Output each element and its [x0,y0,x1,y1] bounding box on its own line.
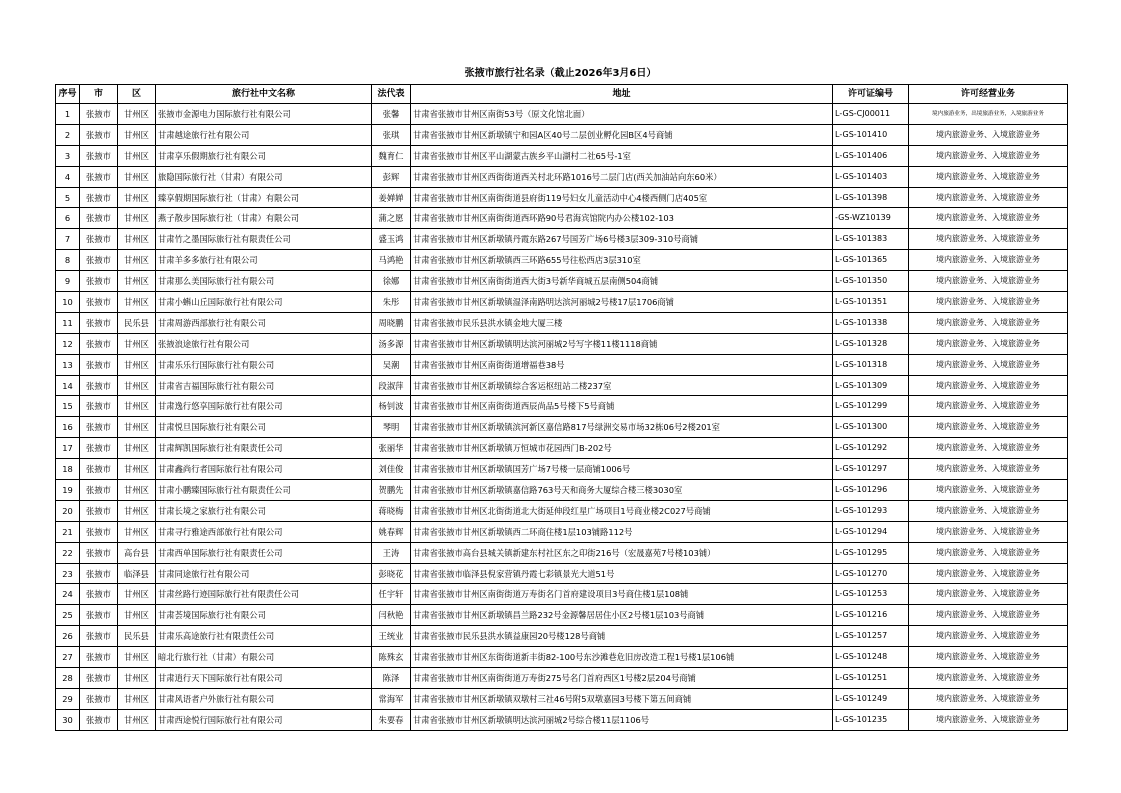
cell-agency-name: 甘肃乐乐行国际旅行社有限公司 [156,354,372,375]
cell-legal-rep: 张琪 [372,124,411,145]
cell-agency-name: 甘肃竹之墨国际旅行社有限责任公司 [156,229,372,250]
cell-agency-name: 甘肃逸行悠享国际旅行社有限公司 [156,396,372,417]
table-row [56,605,1068,626]
cell-no: 27 [56,647,80,668]
cell-no: 3 [56,145,80,166]
cell-city: 张掖市 [80,104,118,125]
cell-legal-rep: 贺鹏先 [372,480,411,501]
cell-legal-rep: 徐娜 [372,271,411,292]
cell-district: 甘州区 [118,459,156,480]
cell-legal-rep: 马鸿艳 [372,250,411,271]
cell-no: 11 [56,312,80,333]
cell-no: 30 [56,709,80,730]
cell-legal-rep: 张馨 [372,104,411,125]
cell-license-no: L-GS-101383 [833,229,909,250]
cell-business-scope: 境内旅游业务、入境旅游业务 [909,271,1068,292]
cell-legal-rep: 蒲之愿 [372,208,411,229]
document-title: 张掖市旅行社名录（截止2026年3月6日） [464,68,657,79]
cell-legal-rep: 陈泽 [372,668,411,689]
cell-city: 张掖市 [80,542,118,563]
cell-legal-rep: 常海军 [372,688,411,709]
cell-agency-name: 甘肃西途悦行国际旅行社有限公司 [156,709,372,730]
cell-agency-name: 甘肃同途旅行社有限公司 [156,563,372,584]
cell-legal-rep: 蒋晓梅 [372,500,411,521]
cell-city: 张掖市 [80,459,118,480]
cell-license-no: L-GS-101293 [833,500,909,521]
cell-business-scope: 境内旅游业务、入境旅游业务 [909,229,1068,250]
table-row [56,250,1068,271]
cell-address: 甘肃省张掖市甘州区新墩镇宁和园A区40号二层创业孵化园B区4号商铺 [411,124,833,145]
header-business: 许可经营业务 [909,85,1068,104]
cell-license-no: L-GS-101318 [833,354,909,375]
cell-license-no: L-GS-101249 [833,688,909,709]
cell-district: 甘州区 [118,480,156,501]
cell-address: 甘肃省张掖市甘州区平山湖蒙古族乡平山湖村二社65号-1室 [411,145,833,166]
cell-city: 张掖市 [80,229,118,250]
cell-address: 甘肃省张掖市甘州区西街街道西关村北环路1016号二层门店(西关加油站向东60米） [411,166,833,187]
cell-no: 9 [56,271,80,292]
cell-district: 甘州区 [118,396,156,417]
cell-no: 29 [56,688,80,709]
cell-license-no: L-GS-101251 [833,668,909,689]
cell-city: 张掖市 [80,605,118,626]
cell-legal-rep: 盛玉鸿 [372,229,411,250]
header-rep: 法代表 [372,85,411,104]
cell-district: 甘州区 [118,438,156,459]
cell-district: 甘州区 [118,417,156,438]
cell-city: 张掖市 [80,250,118,271]
cell-license-no: L-GS-101406 [833,145,909,166]
cell-address: 甘肃省张掖市民乐县洪水镇益康园20号楼128号商铺 [411,626,833,647]
cell-no: 19 [56,480,80,501]
cell-district: 民乐县 [118,626,156,647]
cell-address: 甘肃省张掖市甘州区新墩镇湿泽南路明达滨河丽城2号楼17层1706商铺 [411,292,833,313]
table-row [56,166,1068,187]
cell-business-scope: 境内旅游业务、入境旅游业务 [909,312,1068,333]
cell-legal-rep: 朱彤 [372,292,411,313]
cell-legal-rep: 王涛 [372,542,411,563]
cell-district: 临泽县 [118,563,156,584]
table-row [56,354,1068,375]
cell-district: 甘州区 [118,709,156,730]
cell-business-scope: 境内旅游业务、入境旅游业务 [909,605,1068,626]
cell-district: 甘州区 [118,229,156,250]
table-row [56,688,1068,709]
cell-address: 甘肃省张掖市甘州区南街53号（原文化馆北面） [411,104,833,125]
cell-district: 高台县 [118,542,156,563]
cell-no: 8 [56,250,80,271]
cell-address: 甘肃省张掖市甘州区南街街道万寿街名门首府建设项目3号商住楼1层108铺 [411,584,833,605]
table-row [56,709,1068,730]
header-city: 市 [80,85,118,104]
cell-business-scope: 境内旅游业务、入境旅游业务 [909,563,1068,584]
cell-district: 甘州区 [118,375,156,396]
table-row [56,292,1068,313]
cell-agency-name: 甘肃悦旦国际旅行社有限公司 [156,417,372,438]
cell-agency-name: 甘肃小鹏臻国际旅行社有限责任公司 [156,480,372,501]
cell-license-no: L-GS-101248 [833,647,909,668]
table-row [56,417,1068,438]
cell-no: 6 [56,208,80,229]
cell-business-scope: 境内旅游业务、入境旅游业务 [909,124,1068,145]
cell-business-scope: 境内旅游业务、入境旅游业务 [909,500,1068,521]
cell-address: 甘肃省张掖市甘州区新墩镇西二环商住楼1层103铺路112号 [411,521,833,542]
cell-legal-rep: 任宇轩 [372,584,411,605]
cell-agency-name: 甘肃西单国际旅行社有限责任公司 [156,542,372,563]
cell-license-no: -GS-WZ10139 [833,208,909,229]
cell-city: 张掖市 [80,187,118,208]
cell-no: 4 [56,166,80,187]
table-row [56,542,1068,563]
cell-address: 甘肃省张掖市甘州区新墩镇明达滨河丽城2号写字楼11楼1118商铺 [411,333,833,354]
cell-district: 甘州区 [118,292,156,313]
cell-agency-name: 燕子散步国际旅行社（甘肃）有限公司 [156,208,372,229]
cell-district: 甘州区 [118,605,156,626]
table-row [56,626,1068,647]
cell-district: 甘州区 [118,104,156,125]
cell-district: 甘州区 [118,668,156,689]
cell-business-scope: 境内旅游业务、入境旅游业务 [909,542,1068,563]
cell-no: 20 [56,500,80,521]
cell-business-scope: 境内旅游业务、入境旅游业务 [909,354,1068,375]
header-row [56,85,1068,104]
cell-agency-name: 甘肃荟境国际旅行社有限公司 [156,605,372,626]
cell-business-scope: 境内旅游业务、入境旅游业务 [909,250,1068,271]
cell-city: 张掖市 [80,271,118,292]
cell-license-no: L-GS-CJ00011 [833,104,909,125]
cell-license-no: L-GS-101328 [833,333,909,354]
cell-district: 甘州区 [118,500,156,521]
cell-legal-rep: 段淑萍 [372,375,411,396]
cell-legal-rep: 姚春辉 [372,521,411,542]
cell-city: 张掖市 [80,354,118,375]
cell-license-no: L-GS-101300 [833,417,909,438]
cell-business-scope: 境内旅游业务、入境旅游业务 [909,333,1068,354]
cell-address: 甘肃省张掖市甘州区新墩镇丹霞东路267号国芳广场6号楼3层309-310号商铺 [411,229,833,250]
cell-district: 甘州区 [118,647,156,668]
cell-license-no: L-GS-101216 [833,605,909,626]
cell-address: 甘肃省张掖市甘州区新墩镇双墩村三社46号附5双墩嘉园3号楼下第五间商铺 [411,688,833,709]
cell-legal-rep: 周晓鹏 [372,312,411,333]
cell-license-no: L-GS-101309 [833,375,909,396]
cell-district: 甘州区 [118,166,156,187]
cell-no: 16 [56,417,80,438]
table-row [56,104,1068,125]
cell-city: 张掖市 [80,626,118,647]
cell-business-scope: 境内旅游业务、入境旅游业务 [909,417,1068,438]
cell-agency-name: 甘肃丝路行迹国际旅行社有限责任公司 [156,584,372,605]
travel-agency-table [55,84,1068,731]
cell-no: 12 [56,333,80,354]
cell-address: 甘肃省张掖市甘州区东街街道新丰街82-100号东沙滩巷危旧房改造工程1号楼1层106铺 [411,647,833,668]
cell-license-no: L-GS-101294 [833,521,909,542]
cell-address: 甘肃省张掖市甘州区新墩镇西三环路655号往松西店3层310室 [411,250,833,271]
cell-address: 甘肃省张掖市甘州区新墩镇滨河新区嘉信路817号绿洲交易市场32栋06号2楼201室 [411,417,833,438]
cell-no: 1 [56,104,80,125]
cell-district: 甘州区 [118,333,156,354]
cell-city: 张掖市 [80,375,118,396]
cell-agency-name: 甘肃越途旅行社有限公司 [156,124,372,145]
cell-license-no: L-GS-101270 [833,563,909,584]
cell-business-scope: 境内旅游业务、入境旅游业务 [909,187,1068,208]
cell-agency-name: 旅隐国际旅行社（甘肃）有限公司 [156,166,372,187]
cell-district: 甘州区 [118,208,156,229]
cell-license-no: L-GS-101410 [833,124,909,145]
cell-license-no: L-GS-101292 [833,438,909,459]
cell-agency-name: 甘肃风语者户外旅行社有限公司 [156,688,372,709]
cell-no: 17 [56,438,80,459]
cell-business-scope: 境内旅游业务、入境旅游业务 [909,208,1068,229]
cell-no: 25 [56,605,80,626]
cell-address: 甘肃省张掖市甘州区南街街道县府街119号妇女儿童活动中心4楼西侧门店405室 [411,187,833,208]
cell-address: 甘肃省张掖市甘州区南街街道万寿街275号名门首府西区1号楼2层204号商铺 [411,668,833,689]
cell-agency-name: 张掖市金源电力国际旅行社有限公司 [156,104,372,125]
cell-agency-name: 甘肃乐高途旅行社有限责任公司 [156,626,372,647]
cell-city: 张掖市 [80,292,118,313]
cell-agency-name: 臻享假期国际旅行社（甘肃）有限公司 [156,187,372,208]
cell-license-no: L-GS-101403 [833,166,909,187]
cell-district: 甘州区 [118,250,156,271]
cell-legal-rep: 魏育仁 [372,145,411,166]
table-row [56,500,1068,521]
cell-agency-name: 甘肃周游西部旅行社有限公司 [156,312,372,333]
cell-license-no: L-GS-101235 [833,709,909,730]
cell-district: 甘州区 [118,354,156,375]
table-row [56,124,1068,145]
cell-address: 甘肃省张掖市甘州区南街街道增福巷38号 [411,354,833,375]
header-address: 地址 [411,85,833,104]
cell-address: 甘肃省张掖市甘州区新墩镇万恒城市花园西门B-202号 [411,438,833,459]
cell-no: 21 [56,521,80,542]
cell-city: 张掖市 [80,208,118,229]
cell-no: 18 [56,459,80,480]
header-license: 许可证编号 [833,85,909,104]
cell-business-scope: 境内旅游业务、入境旅游业务 [909,521,1068,542]
cell-agency-name: 甘肃羊多多旅行社有限公司 [156,250,372,271]
cell-agency-name: 甘肃那么美国际旅行社有限公司 [156,271,372,292]
header-name: 旅行社中文名称 [156,85,372,104]
cell-address: 甘肃省张掖市甘州区新墩镇综合客运枢纽站二楼237室 [411,375,833,396]
cell-agency-name: 暗北行旅行社（甘肃）有限公司 [156,647,372,668]
cell-business-scope: 境内旅游业务、入境旅游业务 [909,375,1068,396]
cell-business-scope: 境内旅游业务、入境旅游业务 [909,438,1068,459]
cell-business-scope: 境内旅游业务，出境旅游业务，入境旅游业务 [909,104,1068,125]
cell-city: 张掖市 [80,521,118,542]
cell-license-no: L-GS-101398 [833,187,909,208]
cell-business-scope: 境内旅游业务、入境旅游业务 [909,668,1068,689]
cell-address: 甘肃省张掖市甘州区新墩镇昌兰路232号金源馨居居住小区2号楼1层103号商铺 [411,605,833,626]
cell-city: 张掖市 [80,124,118,145]
cell-no: 24 [56,584,80,605]
table-row [56,563,1068,584]
cell-legal-rep: 汤多源 [372,333,411,354]
cell-no: 15 [56,396,80,417]
cell-business-scope: 境内旅游业务、入境旅游业务 [909,292,1068,313]
cell-agency-name: 甘肃逍行天下国际旅行社有限公司 [156,668,372,689]
cell-legal-rep: 彭辉 [372,166,411,187]
cell-legal-rep: 陈殊玄 [372,647,411,668]
cell-no: 2 [56,124,80,145]
cell-no: 13 [56,354,80,375]
cell-no: 7 [56,229,80,250]
cell-legal-rep: 杨钊波 [372,396,411,417]
table-row [56,396,1068,417]
cell-district: 甘州区 [118,688,156,709]
cell-district: 甘州区 [118,271,156,292]
cell-city: 张掖市 [80,584,118,605]
cell-business-scope: 境内旅游业务、入境旅游业务 [909,688,1068,709]
cell-legal-rep: 琴明 [372,417,411,438]
cell-city: 张掖市 [80,500,118,521]
cell-no: 23 [56,563,80,584]
cell-address: 甘肃省张掖市临泽县倪家营镇丹霞七彩镇景光大道51号 [411,563,833,584]
cell-address: 甘肃省张掖市甘州区南街街道西环路90号君海宾馆院内办公楼102-103 [411,208,833,229]
cell-business-scope: 境内旅游业务、入境旅游业务 [909,709,1068,730]
cell-city: 张掖市 [80,145,118,166]
cell-agency-name: 甘肃鑫尚行者国际旅行社有限公司 [156,459,372,480]
cell-business-scope: 境内旅游业务、入境旅游业务 [909,480,1068,501]
cell-address: 甘肃省张掖市甘州区新墩镇嘉信路763号天和商务大厦综合楼三楼3030室 [411,480,833,501]
cell-district: 甘州区 [118,521,156,542]
cell-legal-rep: 刘佳俊 [372,459,411,480]
header-no: 序号 [56,85,80,104]
cell-agency-name: 张掖浪途旅行社有限公司 [156,333,372,354]
cell-agency-name: 甘肃寻行雅途西部旅行社有限公司 [156,521,372,542]
cell-business-scope: 境内旅游业务、入境旅游业务 [909,166,1068,187]
cell-no: 5 [56,187,80,208]
cell-district: 甘州区 [118,124,156,145]
cell-agency-name: 甘肃长境之家旅行社有限公司 [156,500,372,521]
table-row [56,438,1068,459]
cell-license-no: L-GS-101253 [833,584,909,605]
cell-no: 10 [56,292,80,313]
table-row [56,229,1068,250]
table-row [56,375,1068,396]
cell-city: 张掖市 [80,480,118,501]
cell-district: 甘州区 [118,145,156,166]
table-row [56,208,1068,229]
cell-address: 甘肃省张掖市甘州区新墩镇明达滨河丽城2号综合楼11层1106号 [411,709,833,730]
cell-address: 甘肃省张掖市甘州区南街街道西大街3号新华商城五层南侧504商铺 [411,271,833,292]
cell-district: 甘州区 [118,187,156,208]
cell-legal-rep: 姜婵婵 [372,187,411,208]
cell-address: 甘肃省张掖市甘州区北街街道北大街延伸段红星广场项目1号商业楼2C027号商铺 [411,500,833,521]
cell-business-scope: 境内旅游业务、入境旅游业务 [909,145,1068,166]
cell-agency-name: 甘肃辉凯国际旅行社有限责任公司 [156,438,372,459]
header-district: 区 [118,85,156,104]
cell-license-no: L-GS-101350 [833,271,909,292]
cell-license-no: L-GS-101297 [833,459,909,480]
cell-license-no: L-GS-101257 [833,626,909,647]
cell-city: 张掖市 [80,417,118,438]
cell-no: 26 [56,626,80,647]
cell-license-no: L-GS-101338 [833,312,909,333]
cell-city: 张掖市 [80,647,118,668]
cell-legal-rep: 王统业 [372,626,411,647]
cell-legal-rep: 彭晓花 [372,563,411,584]
table-row [56,312,1068,333]
cell-business-scope: 境内旅游业务、入境旅游业务 [909,459,1068,480]
cell-business-scope: 境内旅游业务、入境旅游业务 [909,626,1068,647]
cell-city: 张掖市 [80,333,118,354]
cell-city: 张掖市 [80,668,118,689]
cell-business-scope: 境内旅游业务、入境旅游业务 [909,647,1068,668]
cell-address: 甘肃省张掖市高台县城关镇新建东村社区东之印街216号（宏晟嘉苑7号楼103铺） [411,542,833,563]
cell-no: 14 [56,375,80,396]
cell-license-no: L-GS-101296 [833,480,909,501]
cell-agency-name: 甘肃小蝌山丘国际旅行社有限公司 [156,292,372,313]
cell-license-no: L-GS-101299 [833,396,909,417]
cell-legal-rep: 吴潮 [372,354,411,375]
table-row [56,480,1068,501]
table-row [56,668,1068,689]
table-row [56,584,1068,605]
cell-no: 22 [56,542,80,563]
table-row [56,187,1068,208]
cell-city: 张掖市 [80,438,118,459]
cell-district: 甘州区 [118,584,156,605]
cell-address: 甘肃省张掖市甘州区南街街道西辰尚品5号楼下5号商铺 [411,396,833,417]
cell-agency-name: 甘肃享乐假期旅行社有限公司 [156,145,372,166]
table-row [56,521,1068,542]
table-row [56,647,1068,668]
table-row [56,271,1068,292]
cell-agency-name: 甘肃省吉福国际旅行社有限公司 [156,375,372,396]
cell-no: 28 [56,668,80,689]
cell-legal-rep: 朱要春 [372,709,411,730]
cell-legal-rep: 闫秋艳 [372,605,411,626]
table-row [56,145,1068,166]
cell-district: 民乐县 [118,312,156,333]
cell-city: 张掖市 [80,709,118,730]
cell-city: 张掖市 [80,563,118,584]
cell-city: 张掖市 [80,688,118,709]
cell-business-scope: 境内旅游业务、入境旅游业务 [909,396,1068,417]
table-row [56,459,1068,480]
cell-business-scope: 境内旅游业务、入境旅游业务 [909,584,1068,605]
cell-city: 张掖市 [80,312,118,333]
cell-address: 甘肃省张掖市甘州区新墩镇国芳广场7号楼一层商铺1006号 [411,459,833,480]
cell-legal-rep: 张丽华 [372,438,411,459]
cell-city: 张掖市 [80,396,118,417]
cell-address: 甘肃省张掖市民乐县洪水镇金地大厦三楼 [411,312,833,333]
cell-city: 张掖市 [80,166,118,187]
cell-license-no: L-GS-101295 [833,542,909,563]
cell-license-no: L-GS-101365 [833,250,909,271]
cell-license-no: L-GS-101351 [833,292,909,313]
table-row [56,333,1068,354]
